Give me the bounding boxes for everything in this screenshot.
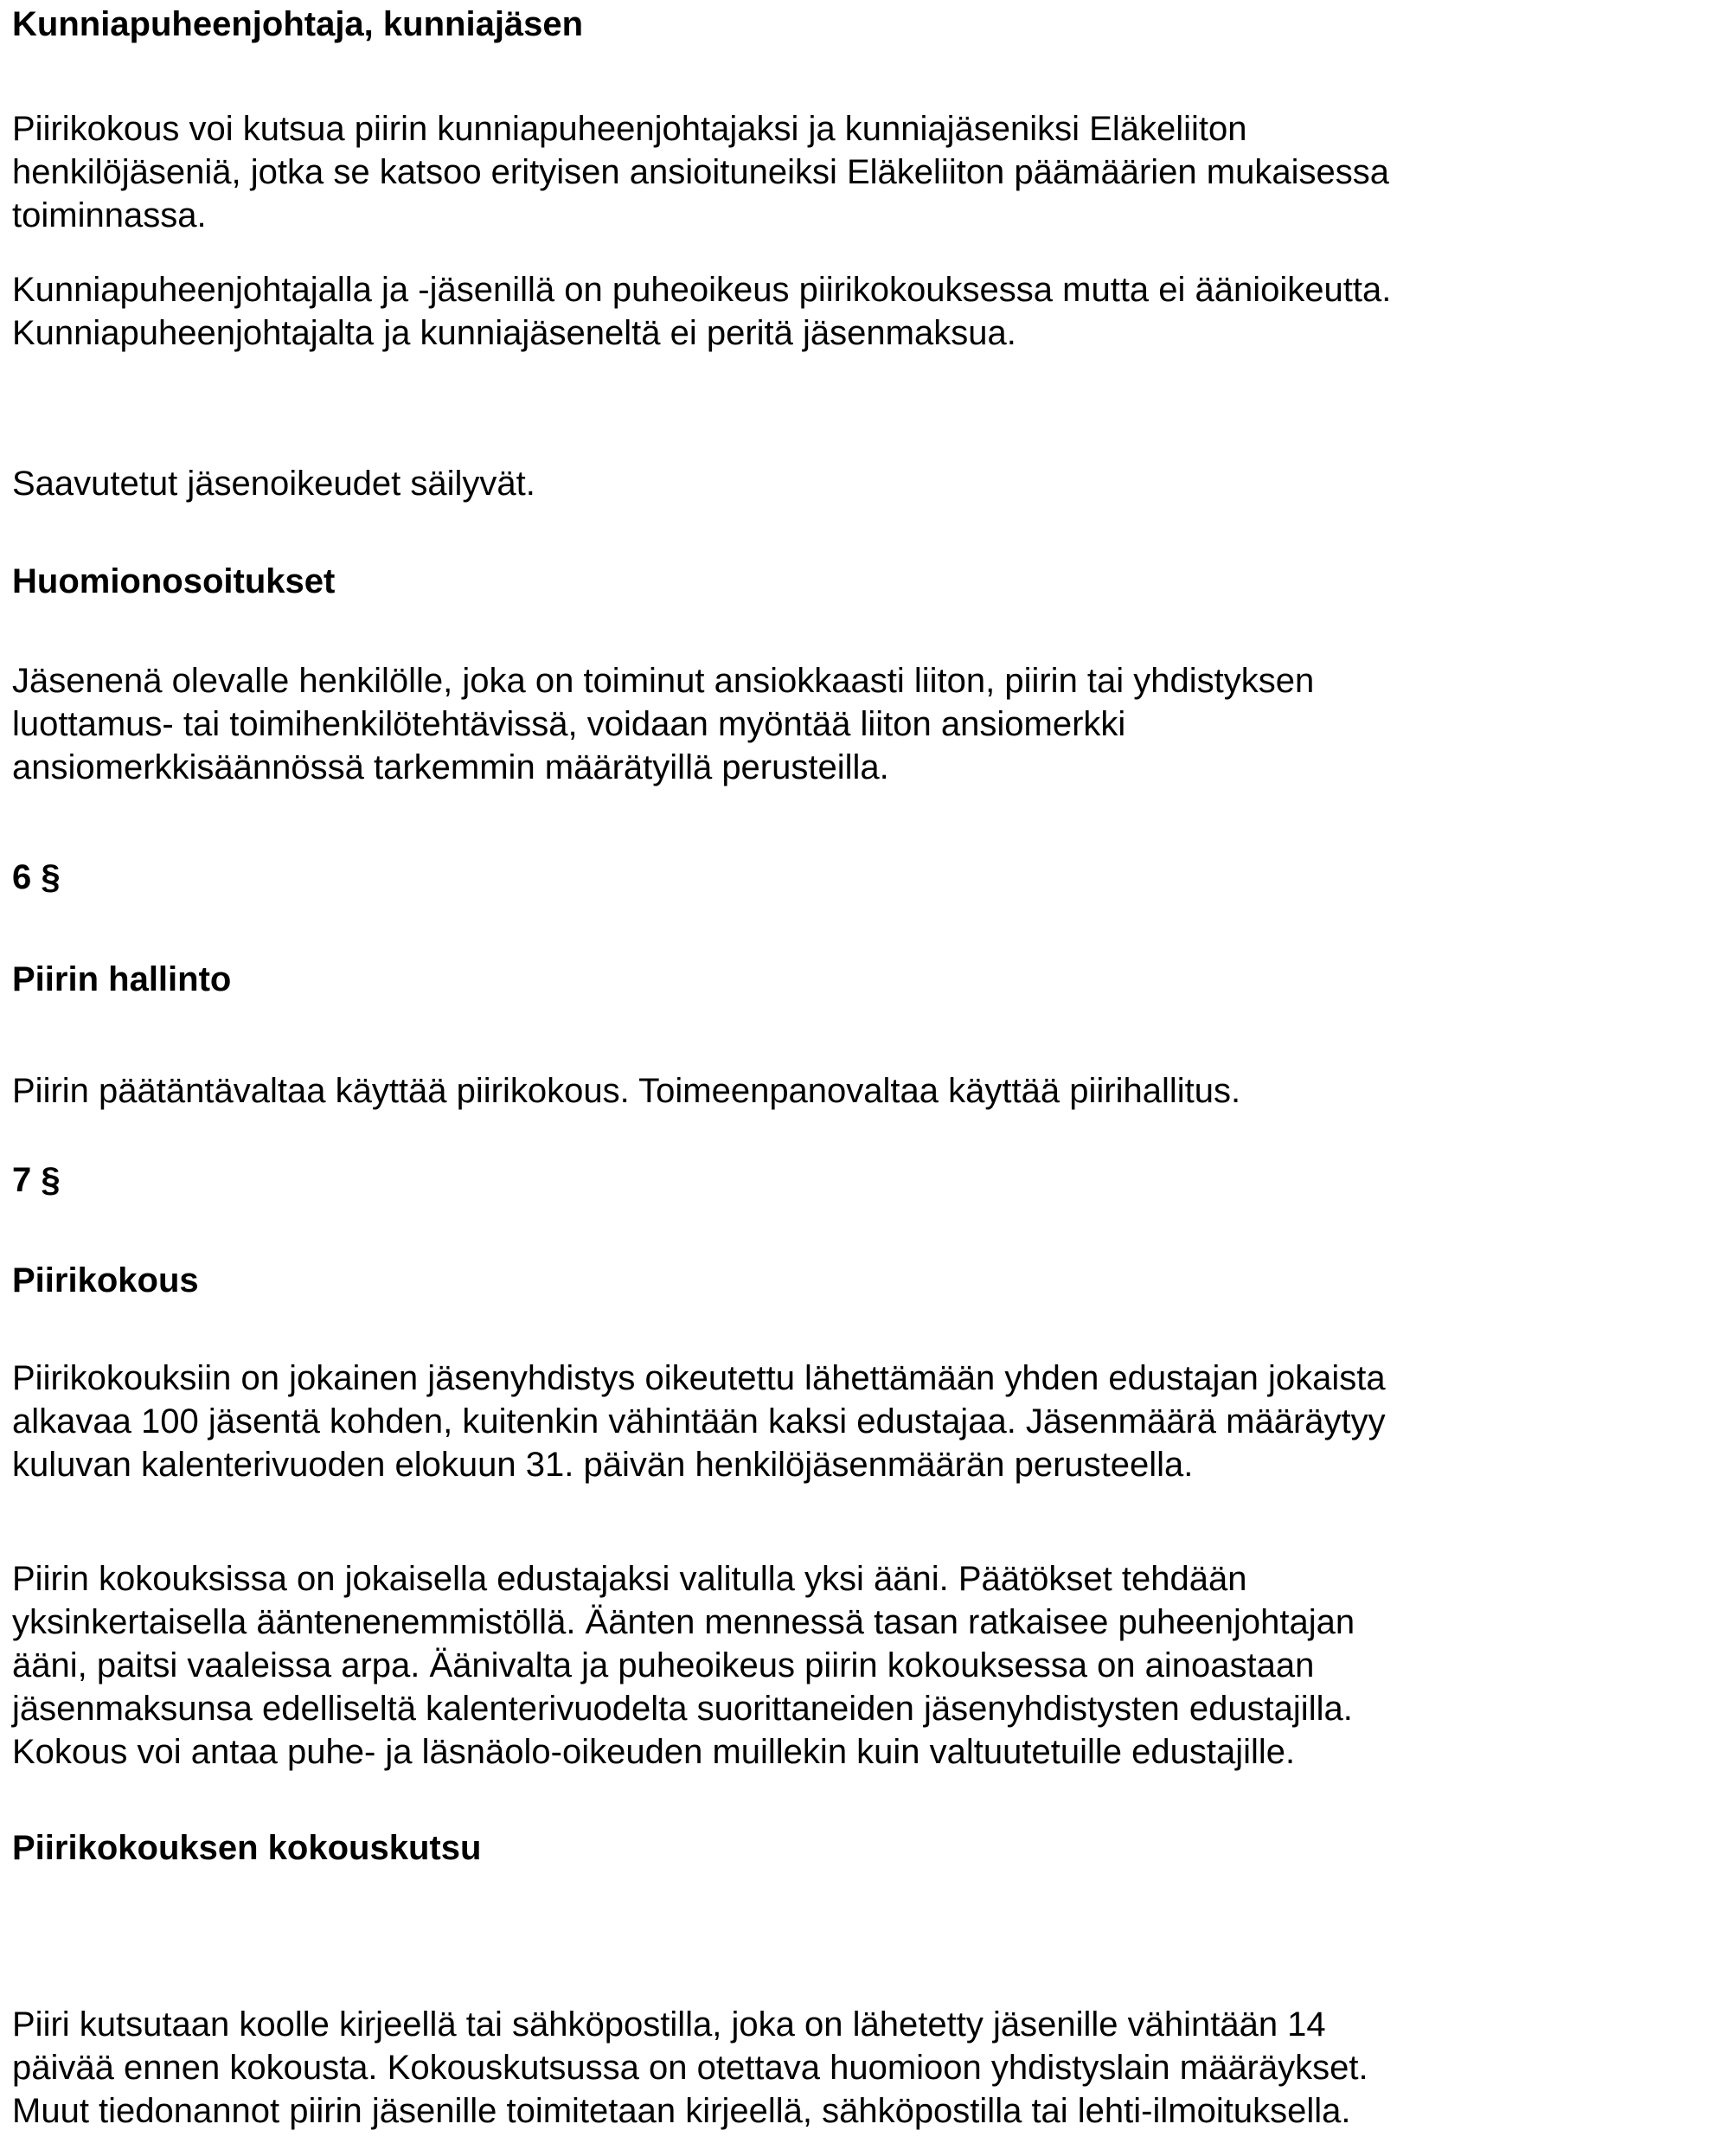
text-line: jäsenmaksunsa edelliseltä kalenterivuodelta suorittaneiden jäsenyhdistysten edustajilla. [12, 1690, 1353, 1728]
text-line: ääni, paitsi vaaleissa arpa. Äänivalta ja puheoikeus piirin kokouksessa on ainoastaan [12, 1646, 1315, 1684]
text-line: ansiomerkkisäännössä tarkemmin määrätyillä perusteilla. [12, 748, 889, 786]
heading-district-meeting: Piirikokous [12, 1261, 199, 1299]
text-line: Piirin kokouksissa on jokaisella edustajaksi valitulla yksi ääni. Päätökset tehdään [12, 1560, 1247, 1598]
text-line: Jäsenenä olevalle henkilölle, joka on toiminut ansiokkaasti liiton, piirin tai yhdistyksen [12, 662, 1315, 700]
text-line: kuluvan kalenterivuoden elokuun 31. päivän henkilöjäsenmäärän perusteella. [12, 1446, 1194, 1484]
text-line: Saavutetut jäsenoikeudet säilyvät. [12, 465, 535, 503]
text-line: Muut tiedonannot piirin jäsenille toimitetaan kirjeellä, sähköpostilla tai lehti-ilmoituksella. [12, 2092, 1351, 2130]
text-line: yksinkertaisella ääntenenemmistöllä. Äänten mennessä tasan ratkaisee puheenjohtajan [12, 1603, 1355, 1641]
section-number-6: 6 § [12, 858, 61, 896]
text-line: luottamus- tai toimihenkilötehtävissä, voidaan myöntää liiton ansiomerkki [12, 705, 1126, 743]
text-line: Kunniapuheenjohtajalta ja kunniajäseneltä ei peritä jäsenmaksua. [12, 314, 1016, 352]
paragraph-merit-badge [12, 659, 1314, 789]
paragraph-meeting-representatives [12, 1357, 1386, 1486]
text-line: Piirikokous voi kutsua piirin kunniapuheenjohtajaksi ja kunniajäseniksi Eläkeliiton [12, 110, 1247, 148]
text-line: Piiri kutsutaan koolle kirjeellä tai sähköpostilla, joka on lähetetty jäsenille vähintään 14 [12, 2005, 1326, 2044]
text-line: toiminnassa. [12, 196, 207, 234]
paragraph-administration [12, 1069, 1240, 1113]
section-number-7: 7 § [12, 1161, 61, 1199]
paragraph-meeting-voting [12, 1557, 1355, 1774]
text-line: Kunniapuheenjohtajalla ja -jäsenillä on puheoikeus piirikokouksessa mutta ei äänioikeutta. [12, 271, 1392, 309]
paragraph-honorary-rights [12, 268, 1391, 355]
heading-district-administration: Piirin hallinto [12, 960, 232, 998]
heading-meeting-invitation: Piirikokouksen kokouskutsu [12, 1829, 482, 1867]
heading-recognitions: Huomionosoitukset [12, 562, 336, 600]
heading-honorary-chair: Kunniapuheenjohtaja, kunniajäsen [12, 5, 584, 43]
text-line: henkilöjäseniä, jotka se katsoo erityisen ansioituneiksi Eläkeliiton päämäärien mukaisessa [12, 153, 1389, 191]
text-line: Kokous voi antaa puhe- ja läsnäolo-oikeuden muillekin kuin valtuutetuille edustajille. [12, 1733, 1296, 1771]
paragraph-honorary-invitation [12, 107, 1389, 237]
text-line: päivää ennen kokousta. Kokouskutsussa on otettava huomioon yhdistyslain määräykset. [12, 2049, 1368, 2087]
paragraph-meeting-invitation [12, 2003, 1368, 2133]
text-line: Piirikokouksiin on jokainen jäsenyhdistys oikeutettu lähettämään yhden edustajan jokaista [12, 1359, 1386, 1397]
paragraph-retained-rights [12, 462, 535, 505]
text-line: alkavaa 100 jäsentä kohden, kuitenkin vähintään kaksi edustajaa. Jäsenmäärä määräytyy [12, 1402, 1386, 1441]
text-line: Piirin päätäntävaltaa käyttää piirikokous. Toimeenpanovaltaa käyttää piirihallitus. [12, 1072, 1241, 1110]
